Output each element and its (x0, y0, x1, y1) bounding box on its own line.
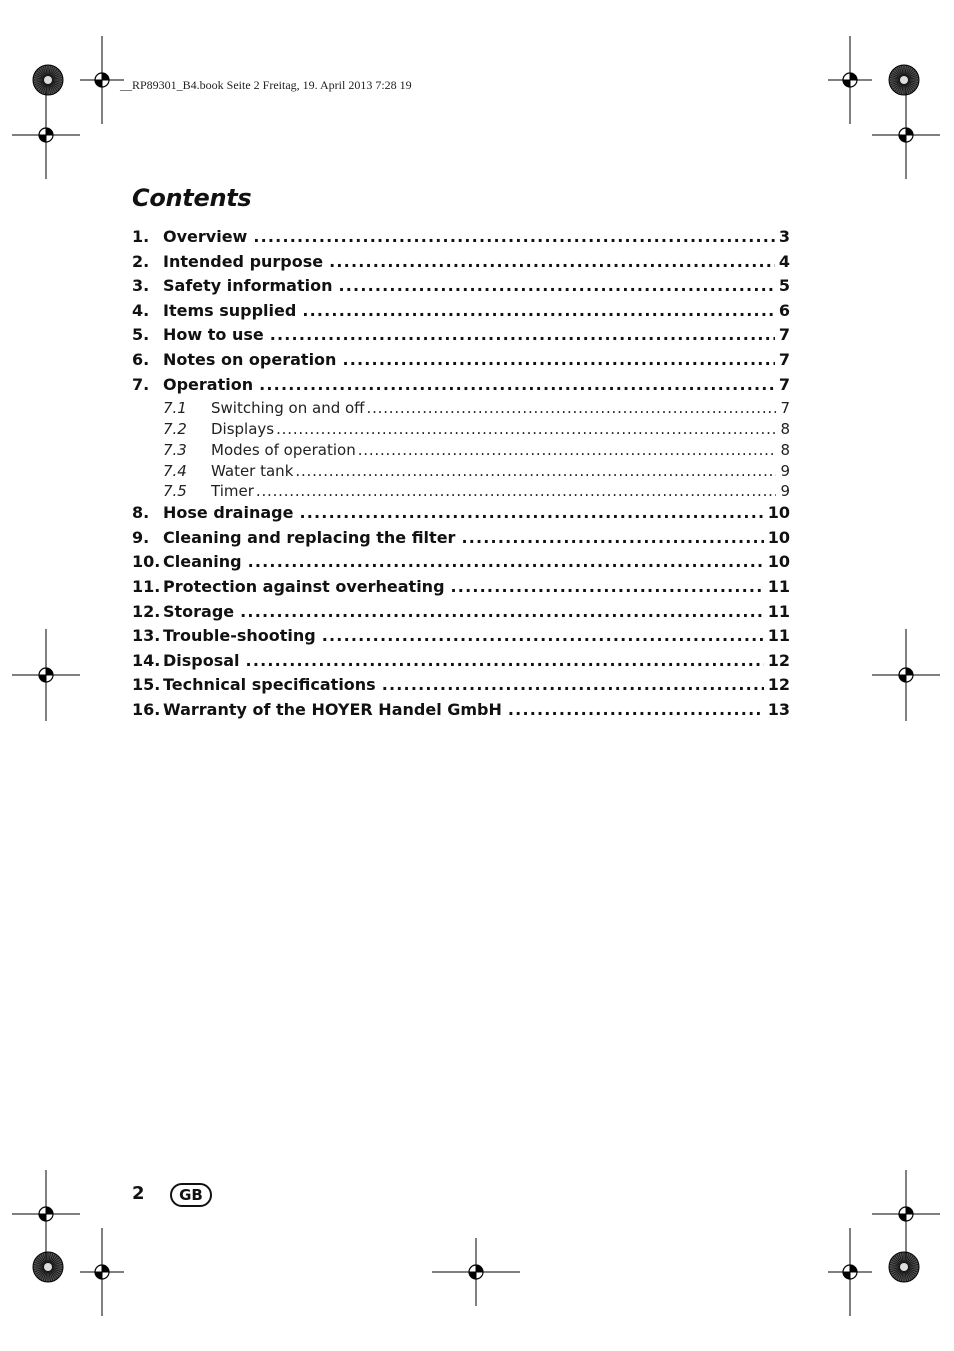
toc-entry (132, 441, 790, 462)
toc-entry-number: 13. (132, 626, 161, 646)
toc-entry-number: 7.1 (163, 399, 187, 418)
crosshair-icon (828, 36, 872, 124)
toc-entry (132, 301, 790, 326)
crosshair-icon (828, 1228, 872, 1316)
toc-entry-label: Protection against overheating (163, 576, 445, 596)
toc-entry-page: 12 (767, 650, 790, 670)
toc-entry-label: Displays (211, 419, 275, 438)
toc-entry-page: 8 (780, 419, 790, 438)
toc-entry-label: Trouble-shooting (163, 626, 316, 646)
toc-leader-dots (382, 675, 764, 694)
toc-leader-dots (253, 227, 775, 246)
toc-entry (132, 325, 790, 350)
toc-leader-dots (329, 252, 775, 271)
toc-entry (132, 626, 790, 651)
toc-entry-label: Technical specifications (163, 675, 376, 695)
toc-entry-label: Cleaning and replacing the filter (163, 527, 456, 547)
toc-entry-label: Warranty of the HOYER Handel GmbH (163, 699, 502, 719)
toc-entry-number: 7.2 (163, 419, 187, 438)
toc-entry-page: 9 (780, 482, 790, 501)
toc-leader-dots (295, 462, 776, 480)
toc-leader-dots (246, 651, 764, 670)
toc-entry-number: 14. (132, 650, 161, 670)
toc-entry-page: 7 (780, 399, 790, 418)
toc-leader-dots (240, 602, 764, 621)
color-calibration-icon (33, 1252, 63, 1282)
color-calibration-icon (889, 65, 919, 95)
toc-entry-page: 4 (778, 251, 790, 271)
toc-entry-label: Storage (163, 601, 235, 621)
color-calibration-icon (889, 1252, 919, 1282)
toc-entry-page: 3 (778, 227, 790, 246)
toc-leader-dots (259, 375, 775, 394)
page-number: 2 (132, 1183, 145, 1204)
toc-entry (132, 528, 790, 553)
crosshair-icon (872, 629, 940, 721)
toc-entry (132, 227, 790, 252)
crosshair-icon (432, 1238, 520, 1306)
toc-entry-label: Water tank (211, 461, 294, 480)
crosshair-icon (12, 629, 80, 721)
crosshair-icon (12, 91, 80, 179)
toc-entry (132, 675, 790, 700)
toc-entry-number: 7.4 (163, 461, 187, 480)
toc-leader-dots (358, 441, 777, 459)
toc-entry-label: Cleaning (163, 552, 242, 572)
toc-leader-dots (342, 350, 774, 369)
toc-entry (132, 503, 790, 528)
toc-entry-label: Disposal (163, 650, 240, 670)
toc-entry (132, 420, 790, 441)
table-of-contents (132, 227, 790, 724)
toc-entry (132, 552, 790, 577)
toc-entry-page: 9 (780, 461, 790, 480)
toc-entry (132, 602, 790, 627)
toc-entry-number: 10. (132, 552, 161, 572)
toc-entry-label: Safety information (163, 276, 333, 296)
toc-entry-page: 11 (767, 601, 790, 621)
toc-entry-number: 2. (132, 251, 150, 271)
toc-entry (132, 577, 790, 602)
page-title: Contents (132, 184, 252, 212)
toc-entry (132, 399, 790, 420)
toc-entry-page: 7 (778, 349, 790, 369)
toc-entry-number: 5. (132, 325, 150, 345)
toc-entry-label: Hose drainage (163, 503, 294, 523)
toc-entry-label: Switching on and off (211, 399, 365, 418)
language-badge: GB (170, 1183, 212, 1207)
toc-entry-number: 7.3 (163, 440, 187, 459)
toc-entry-number: 16. (132, 699, 161, 719)
toc-entry-page: 12 (767, 675, 790, 695)
toc-leader-dots (367, 399, 777, 417)
toc-entry-label: Overview (163, 227, 248, 246)
toc-entry-number: 8. (132, 503, 150, 523)
toc-entry-number: 7. (132, 374, 150, 394)
toc-entry (132, 276, 790, 301)
toc-leader-dots (338, 276, 774, 295)
color-calibration-icon (33, 65, 63, 95)
crosshair-icon (80, 1228, 124, 1316)
toc-entry-label: Notes on operation (163, 349, 337, 369)
toc-leader-dots (248, 552, 764, 571)
toc-leader-dots (299, 503, 763, 522)
toc-leader-dots (451, 577, 764, 596)
toc-leader-dots (256, 482, 777, 500)
toc-leader-dots (270, 325, 775, 344)
toc-entry-label: Items supplied (163, 300, 297, 320)
crosshair-icon (872, 1170, 940, 1258)
toc-leader-dots (508, 700, 764, 719)
toc-entry-page: 7 (778, 325, 790, 345)
toc-entry-page: 10 (767, 503, 790, 523)
crosshair-icon (872, 91, 940, 179)
toc-entry-number: 15. (132, 675, 161, 695)
toc-entry-page: 6 (778, 300, 790, 320)
toc-leader-dots (302, 301, 775, 320)
toc-entry-number: 3. (132, 276, 150, 296)
toc-entry-page: 13 (767, 699, 790, 719)
toc-entry-label: How to use (163, 325, 264, 345)
toc-leader-dots (461, 528, 763, 547)
toc-entry-page: 8 (780, 440, 790, 459)
crosshair-icon (80, 36, 124, 124)
toc-entry-number: 4. (132, 300, 150, 320)
toc-entry-label: Operation (163, 374, 254, 394)
print-header-info: __RP89301_B4.book Seite 2 Freitag, 19. April 2013 7:28 19 (120, 78, 412, 92)
toc-entry (132, 350, 790, 375)
crosshair-icon (12, 1170, 80, 1258)
toc-entry (132, 482, 790, 503)
toc-entry (132, 651, 790, 676)
toc-entry-page: 10 (767, 552, 790, 572)
toc-entry-page: 5 (778, 276, 790, 296)
toc-entry-label: Intended purpose (163, 251, 324, 271)
toc-entry-number: 6. (132, 349, 150, 369)
toc-entry-label: Modes of operation (211, 440, 356, 459)
toc-entry-number: 9. (132, 527, 150, 547)
toc-entry-page: 11 (767, 626, 790, 646)
toc-entry (132, 700, 790, 725)
toc-leader-dots (322, 626, 764, 645)
toc-entry-number: 1. (132, 227, 150, 246)
toc-entry-number: 11. (132, 576, 161, 596)
toc-entry (132, 375, 790, 400)
toc-entry-page: 10 (767, 527, 790, 547)
toc-entry-label: Timer (211, 482, 254, 501)
toc-entry (132, 462, 790, 483)
toc-entry-number: 7.5 (163, 482, 187, 501)
toc-leader-dots (276, 420, 776, 438)
toc-entry-page: 7 (778, 374, 790, 394)
toc-entry-number: 12. (132, 601, 161, 621)
toc-entry (132, 252, 790, 277)
toc-entry-page: 11 (767, 576, 790, 596)
